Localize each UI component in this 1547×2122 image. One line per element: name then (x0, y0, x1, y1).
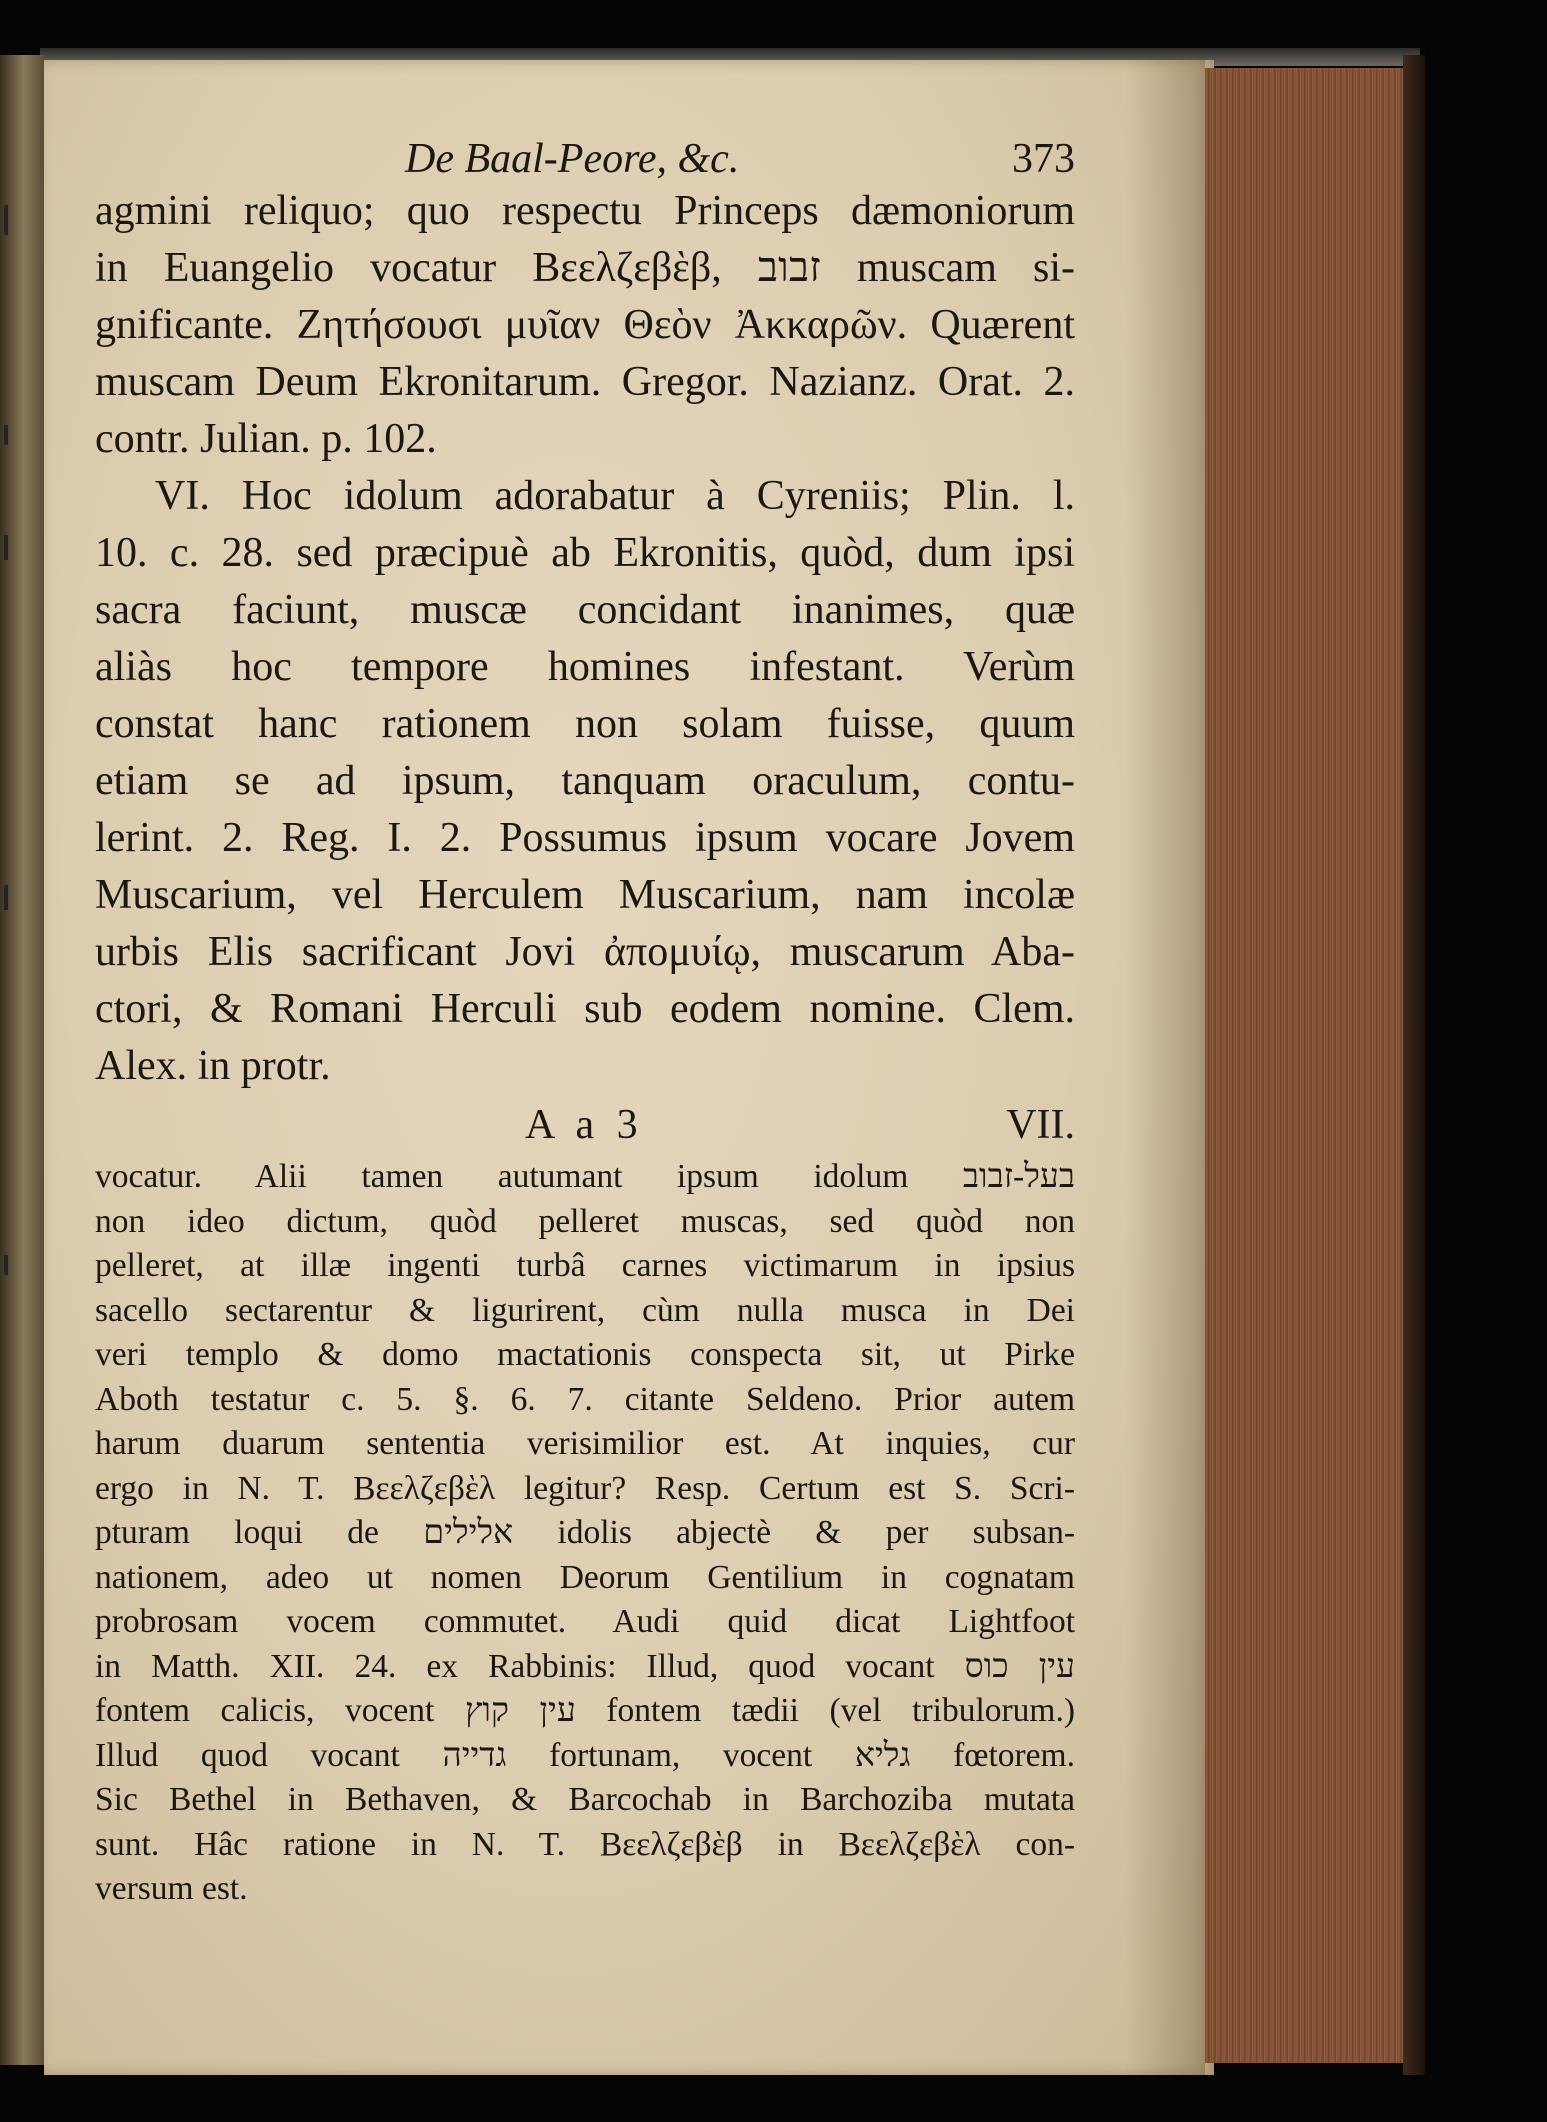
note-line: Illud quod vocant גדייה fortunam, vocent גליא fœtorem. (95, 1736, 1075, 1774)
page-number: 373 (1012, 136, 1075, 182)
text-line: muscam Deum Ekronitarum. Gregor. Nazianz. Orat. 2. (95, 359, 1075, 405)
running-header (95, 135, 1075, 183)
note-line: ergo in N. T. Βεελζεβὲλ legitur? Resp. Certum est S. Scri- (95, 1469, 1075, 1507)
note-line: pturam loqui de אלילים idolis abjectè & per subsan- (95, 1514, 1076, 1551)
note-line: probrosam vocem commutet. Audi quid dicat Lightfoot (95, 1603, 1075, 1640)
text-line: VI. Hoc idolum adorabatur à Cyreniis; Plin. l. (155, 473, 1075, 519)
text-line: constat hanc rationem non solam fuisse, quum (95, 701, 1075, 747)
note-line: sunt. Hâc ratione in N. T. Βεελζεβὲβ in Βεελζεβὲλ con- (95, 1825, 1075, 1863)
text-line: ctori, & Romani Herculi sub eodem nomine. Clem. (95, 986, 1075, 1032)
text-line: urbis Elis sacrificant Jovi ἀπομυίῳ, muscarum Aba- (95, 929, 1075, 975)
text-line: Muscarium, vel Herculem Muscarium, nam incolæ (95, 872, 1075, 918)
note-line: fontem calicis, vocent עין קוץ fontem tædii (vel tribulorum.) (95, 1692, 1075, 1729)
signature-mark: A a 3 (525, 1102, 644, 1148)
note-line: versum est. (95, 1870, 248, 1907)
note-line: in Matth. XII. 24. ex Rabbinis: Illud, quod vocant עין כוס (95, 1647, 1075, 1685)
note-line: pelleret, at illæ ingenti turbâ carnes victimarum in ipsius (95, 1247, 1075, 1284)
note-line: non ideo dictum, quòd pelleret muscas, sed quòd non (95, 1202, 1075, 1240)
page-text (95, 135, 1075, 1912)
main-paragraphs (95, 183, 1075, 1095)
text-line: lerint. 2. Reg. I. 2. Possumus ipsum vocare Jovem (95, 815, 1075, 861)
text-line: 10. c. 28. sed præcipuè ab Ekronitis, quòd, dum ipsi (95, 530, 1075, 576)
text-line: in Euangelio vocatur Βεελζεβὲβ, זבוב muscam si- (95, 245, 1076, 291)
note-line: Aboth testatur c. 5. §. 6. 7. citante Seldeno. Prior autem (95, 1380, 1075, 1418)
text-line: gnificante. Ζητήσουσι μυῖαν Θεὸν Ἀκκαρῶν. Quærent (95, 302, 1075, 348)
book-cover-edge (1403, 55, 1425, 2075)
facing-page-edge (0, 55, 44, 2065)
note-line: sacello sectarentur & ligurirent, cùm nulla musca in Dei (95, 1291, 1075, 1329)
note-line: Sic Bethel in Bethaven, & Barcochab in Barchoziba mutata (95, 1781, 1075, 1818)
text-line: Alex. in protr. (95, 1043, 331, 1089)
catchword: VII. (1006, 1102, 1075, 1148)
text-line: aliàs hoc tempore homines infestant. Verùm (95, 644, 1075, 690)
page-block-edge (1205, 68, 1409, 2063)
text-line: sacra faciunt, muscæ concidant inanimes, quæ (95, 587, 1075, 633)
text-line: agmini reliquo; quo respectu Princeps dæmoniorum (95, 188, 1075, 234)
text-line: etiam se ad ipsum, tanquam oraculum, contu- (95, 758, 1075, 804)
running-title: De Baal-Peore, &c. (405, 136, 740, 182)
note-line: harum duarum sententia verisimilior est. At inquies, cur (95, 1425, 1075, 1462)
note-line: veri templo & domo mactationis conspecta sit, ut Pirke (95, 1336, 1075, 1373)
page-gutter-shadow (1125, 60, 1205, 2075)
note-line: vocatur. Alii tamen autumant ipsum idolum בעל-זבוב (95, 1158, 1075, 1195)
footnote-block (95, 1155, 1075, 1912)
note-line: nationem, adeo ut nomen Deorum Gentilium in cognatam (95, 1558, 1075, 1596)
text-line: contr. Julian. p. 102. (95, 416, 437, 462)
signature-line (95, 1095, 1075, 1155)
